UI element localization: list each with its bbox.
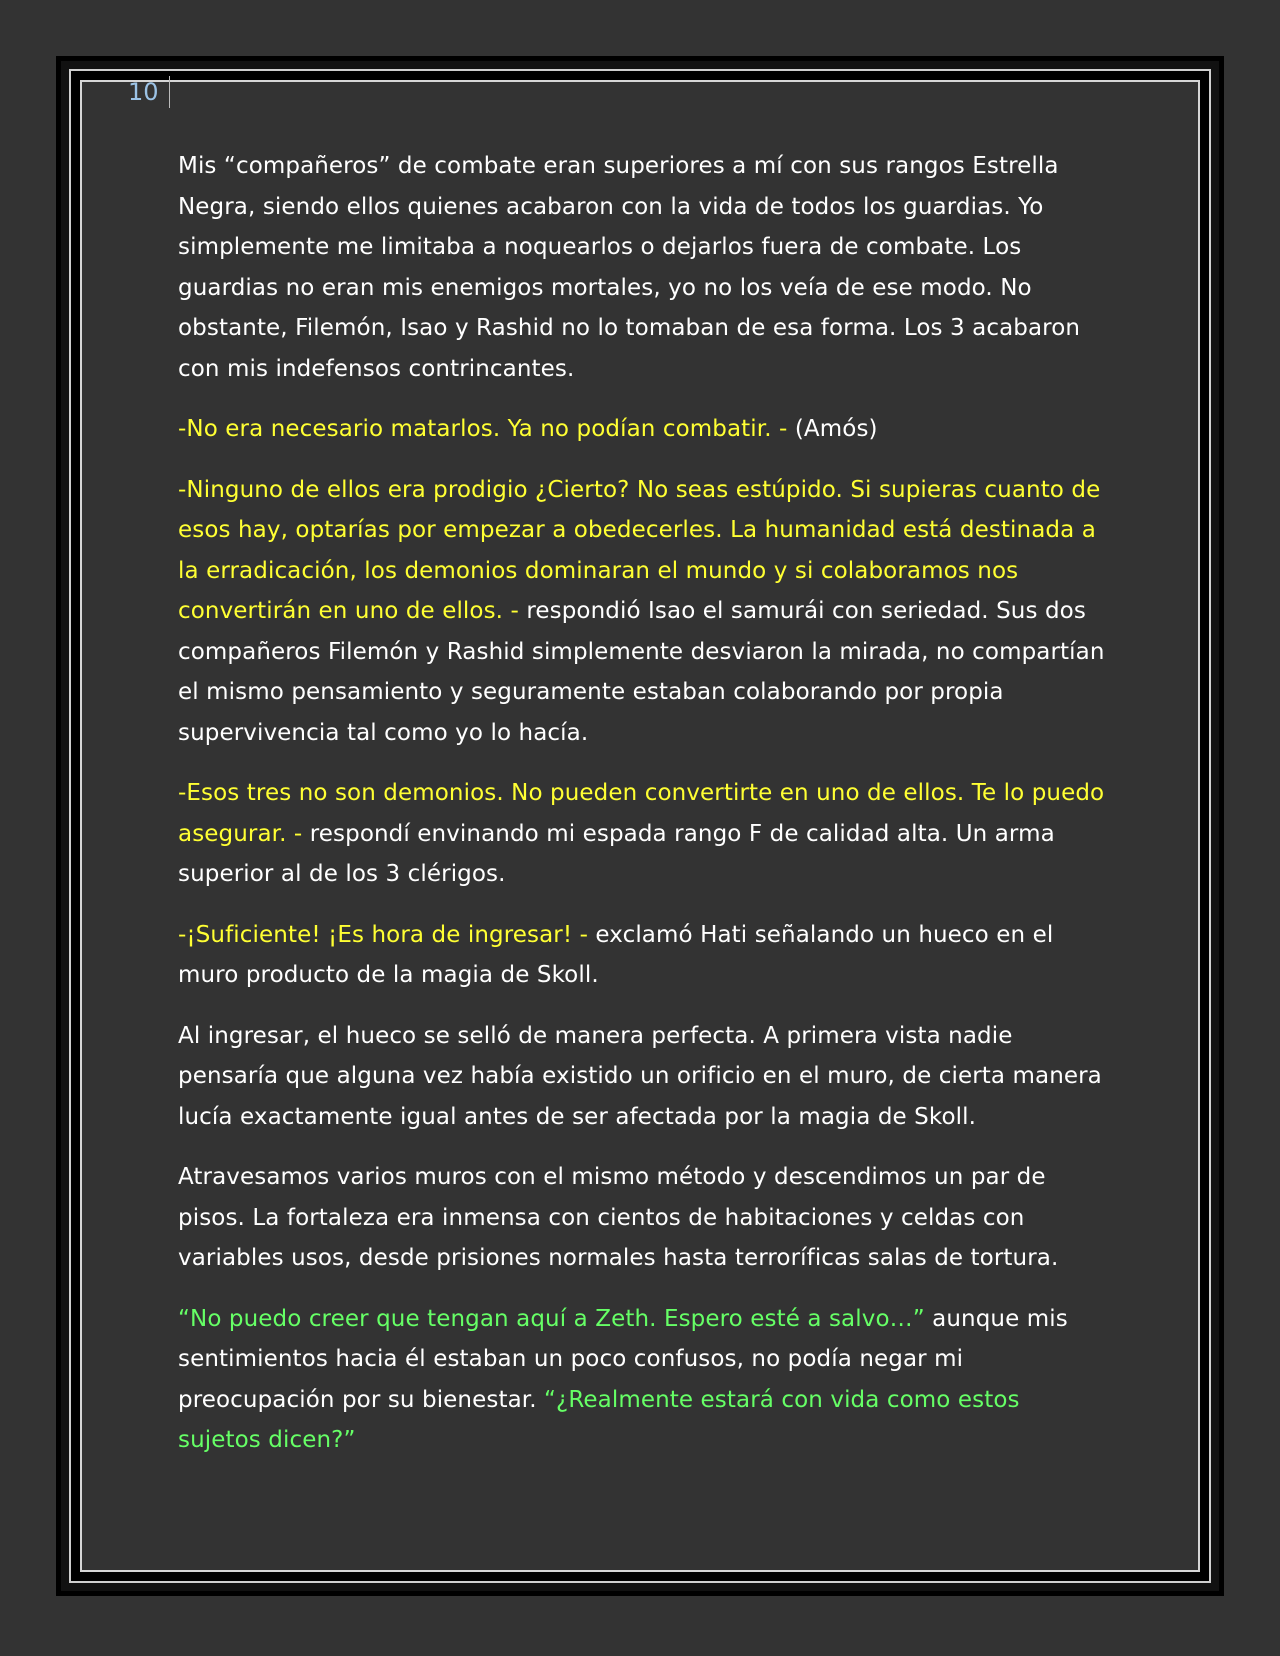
page-body bbox=[178, 146, 1108, 1481]
speaker-tag: (Amós) bbox=[794, 416, 878, 442]
paragraph-5 bbox=[178, 915, 1108, 996]
paragraph-6 bbox=[178, 1016, 1108, 1138]
page-number: 10 bbox=[128, 76, 170, 108]
paragraph-3 bbox=[178, 470, 1108, 754]
paragraph-2 bbox=[178, 409, 1108, 450]
narration-text: Mis “compañeros” de combate eran superiores a mí con sus rangos Estrella Negra, siendo ellos quienes acabaron con la vida de todos los guardias. Yo simplemente me limitaba a noquearlos o dejarlos fuera de combate. Los guardias no eran mis enemigos mortales, yo no los veía de ese modo. No obstante, Filemón, Isao y Rashid no lo tomaban de esa forma. Los 3 acabaron con mis indefensos contrincantes. bbox=[178, 153, 1081, 382]
thought-text: “¿Realmente estará con vida como estos sujetos dicen?” bbox=[178, 1386, 1020, 1453]
dialogue-text: -Esos tres no son demonios. No pueden convertirte en uno de ellos. Te lo puedo asegurar. - bbox=[178, 780, 1105, 847]
dialogue-text: -Ninguno de ellos era prodigio ¿Cierto? No seas estúpido. Si supieras cuanto de esos hay, optarías por empezar a obedecerles. La humanidad está destinada a la erradicación, los demonios dominaran el mundo y si colaboramos nos convertirán en uno de ellos. - bbox=[178, 476, 1101, 624]
narration-text: aunque mis sentimientos hacia él estaban un poco confusos, no podía negar mi preocupación por su bienestar. bbox=[178, 1305, 1068, 1413]
paragraph-7 bbox=[178, 1157, 1108, 1279]
paragraph-8 bbox=[178, 1299, 1108, 1461]
dialogue-text: -No era necesario matarlos. Ya no podían combatir. - bbox=[178, 416, 795, 442]
narration-text: respondí envinando mi espada rango F de calidad alta. Un arma superior al de los 3 clérigos. bbox=[178, 820, 1055, 887]
paragraph-4 bbox=[178, 773, 1108, 895]
dialogue-text: -¡Suficiente! ¡Es hora de ingresar! - bbox=[178, 921, 596, 948]
thought-text: “No puedo creer que tengan aquí a Zeth. Espero esté a salvo…” bbox=[178, 1305, 933, 1332]
narration-text: respondió Isao el samurái con seriedad. Sus dos compañeros Filemón y Rashid simplemente desviaron la mirada, no compartían el mismo pensamiento y seguramente estaban colaborando por propia supervivencia tal como yo lo hacía. bbox=[178, 598, 1105, 746]
narration-text: exclamó Hati señalando un hueco en el muro producto de la magia de Skoll. bbox=[178, 921, 1054, 988]
narration-text: Atravesamos varios muros con el mismo método y descendimos un par de pisos. La fortaleza era inmensa con cientos de habitaciones y celdas con variables usos, desde prisiones normales hasta terroríficas salas de tortura. bbox=[178, 1164, 1059, 1271]
paragraph-1 bbox=[178, 146, 1108, 389]
narration-text: Al ingresar, el hueco se selló de manera perfecta. A primera vista nadie pensaría que alguna vez había existido un orificio en el muro, de cierta manera lucía exactamente igual antes de ser afectada por la magia de Skoll. bbox=[178, 1022, 1102, 1130]
